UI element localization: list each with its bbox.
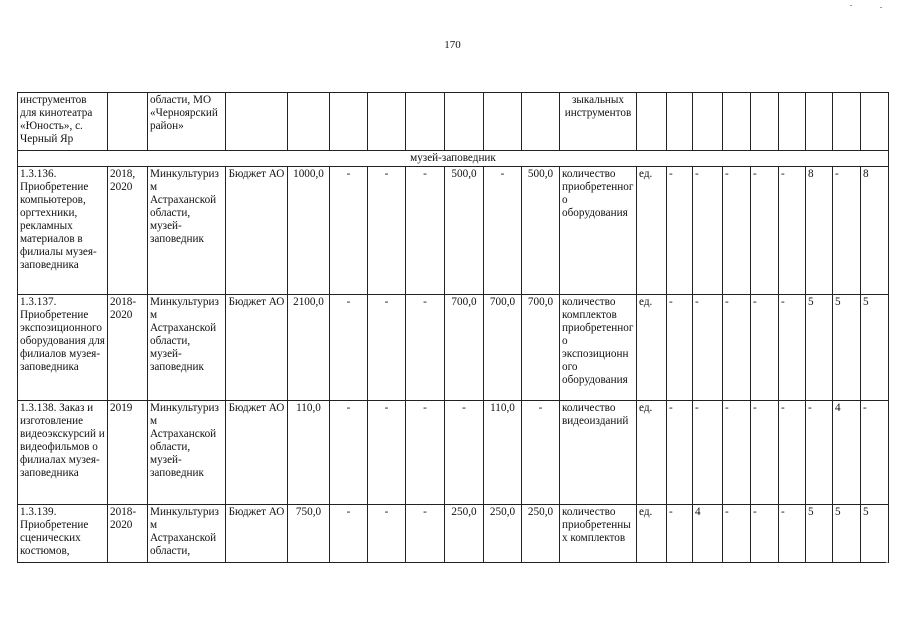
section-row (18, 151, 889, 167)
indicator-value-cell: - (861, 401, 889, 505)
indicator-value-cell: 8 (861, 167, 889, 295)
scan-speck (850, 5, 852, 6)
indicator-value-cell: - (667, 505, 693, 563)
indicator-value-cell: - (693, 167, 723, 295)
indicator-value-cell: - (667, 167, 693, 295)
source-cell: Бюджет АО (226, 167, 288, 295)
value-cell: 500,0 (522, 167, 560, 295)
indicator-value-cell: - (693, 401, 723, 505)
measure-name-cell: 1.3.139. Приобретение сценических костюмов, (18, 505, 108, 563)
value-cell: 700,0 (484, 295, 522, 401)
years-cell: 2018, 2020 (108, 167, 148, 295)
unit-cell: ед. (637, 505, 667, 563)
table-row (18, 401, 889, 505)
scan-speck (880, 7, 882, 8)
executor-cell: Минкультуризм Астраханской области, музей-заповедник (148, 167, 226, 295)
indicator-cell: количество приобретенных комплектов (560, 505, 637, 563)
continuation-row (18, 93, 889, 151)
value-cell: - (522, 401, 560, 505)
value-cell: 110,0 (484, 401, 522, 505)
total-cell: 2100,0 (288, 295, 330, 401)
scan-speck (886, 562, 888, 563)
value-cell: - (330, 505, 368, 563)
measure-name-cell: инструментов для кинотеатра «Юность», с. Черный Яр (18, 93, 108, 151)
unit-cell: ед. (637, 295, 667, 401)
table-row (18, 167, 889, 295)
table-row (18, 505, 889, 563)
executor-cell: Минкультуризм Астраханской области, (148, 505, 226, 563)
indicator-value-cell: 4 (693, 505, 723, 563)
indicator-value-cell: 5 (861, 505, 889, 563)
indicator-value-cell: - (723, 167, 751, 295)
total-cell: 750,0 (288, 505, 330, 563)
total-cell: 110,0 (288, 401, 330, 505)
value-cell: - (368, 167, 406, 295)
indicator-value-cell: - (806, 401, 833, 505)
indicator-value-cell: - (833, 167, 861, 295)
measure-name-cell: 1.3.137. Приобретение экспозиционного оборудования для филиалов музея-заповедника (18, 295, 108, 401)
value-cell: - (406, 401, 445, 505)
value-cell: 250,0 (484, 505, 522, 563)
indicator-value-cell: 5 (806, 295, 833, 401)
indicator-value-cell: 5 (833, 505, 861, 563)
executor-cell: Минкультуризм Астраханской области, музей-заповедник (148, 295, 226, 401)
indicator-value-cell: 8 (806, 167, 833, 295)
indicator-value-cell: 5 (861, 295, 889, 401)
indicator-cell: зыкальных инструментов (560, 93, 637, 151)
value-cell: - (368, 401, 406, 505)
indicator-value-cell: - (751, 167, 779, 295)
indicator-value-cell: - (751, 295, 779, 401)
years-cell: 2018-2020 (108, 505, 148, 563)
indicator-value-cell: 5 (833, 295, 861, 401)
indicator-value-cell: - (667, 295, 693, 401)
indicator-value-cell: - (723, 401, 751, 505)
value-cell: - (445, 401, 484, 505)
indicator-cell: количество видеоизданий (560, 401, 637, 505)
indicator-cell: количество комплектов приобретенного экспозиционного оборудования (560, 295, 637, 401)
measure-name-cell: 1.3.138. Заказ и изготовление видеоэкскурсий и видеофильмов о филиалах музея-заповедника (18, 401, 108, 505)
page-number: 170 (444, 39, 461, 51)
indicator-value-cell: - (779, 401, 806, 505)
value-cell: 250,0 (445, 505, 484, 563)
indicator-value-cell: - (693, 295, 723, 401)
indicator-value-cell: - (779, 505, 806, 563)
value-cell: - (484, 167, 522, 295)
unit-cell: ед. (637, 401, 667, 505)
indicator-value-cell: - (779, 295, 806, 401)
indicator-value-cell: 4 (833, 401, 861, 505)
value-cell: - (406, 295, 445, 401)
value-cell: - (406, 167, 445, 295)
value-cell: 700,0 (522, 295, 560, 401)
source-cell: Бюджет АО (226, 295, 288, 401)
value-cell: - (330, 401, 368, 505)
source-cell: Бюджет АО (226, 401, 288, 505)
value-cell: 250,0 (522, 505, 560, 563)
table-row (18, 295, 889, 401)
years-cell: 2019 (108, 401, 148, 505)
program-table (17, 92, 889, 563)
indicator-cell: количество приобретенного оборудования (560, 167, 637, 295)
measure-name-cell: 1.3.136. Приобретение компьютеров, оргтехники, рекламных материалов в филиалы музея-заповедника (18, 167, 108, 295)
value-cell: - (368, 295, 406, 401)
indicator-value-cell: 5 (806, 505, 833, 563)
indicator-value-cell: - (667, 401, 693, 505)
value-cell: 700,0 (445, 295, 484, 401)
total-cell: 1000,0 (288, 167, 330, 295)
indicator-value-cell: - (723, 505, 751, 563)
value-cell: 500,0 (445, 167, 484, 295)
executor-cell: Минкультуризм Астраханской области, музей-заповедник (148, 401, 226, 505)
value-cell: - (330, 167, 368, 295)
years-cell: 2018-2020 (108, 295, 148, 401)
value-cell: - (368, 505, 406, 563)
source-cell: Бюджет АО (226, 505, 288, 563)
value-cell: - (406, 505, 445, 563)
indicator-value-cell: - (751, 505, 779, 563)
value-cell: - (330, 295, 368, 401)
indicator-value-cell: - (779, 167, 806, 295)
indicator-value-cell: - (723, 295, 751, 401)
unit-cell: ед. (637, 167, 667, 295)
indicator-value-cell: - (751, 401, 779, 505)
section-title: музей-заповедник (18, 151, 889, 167)
executor-cell: области, МО «Черноярский район» (148, 93, 226, 151)
